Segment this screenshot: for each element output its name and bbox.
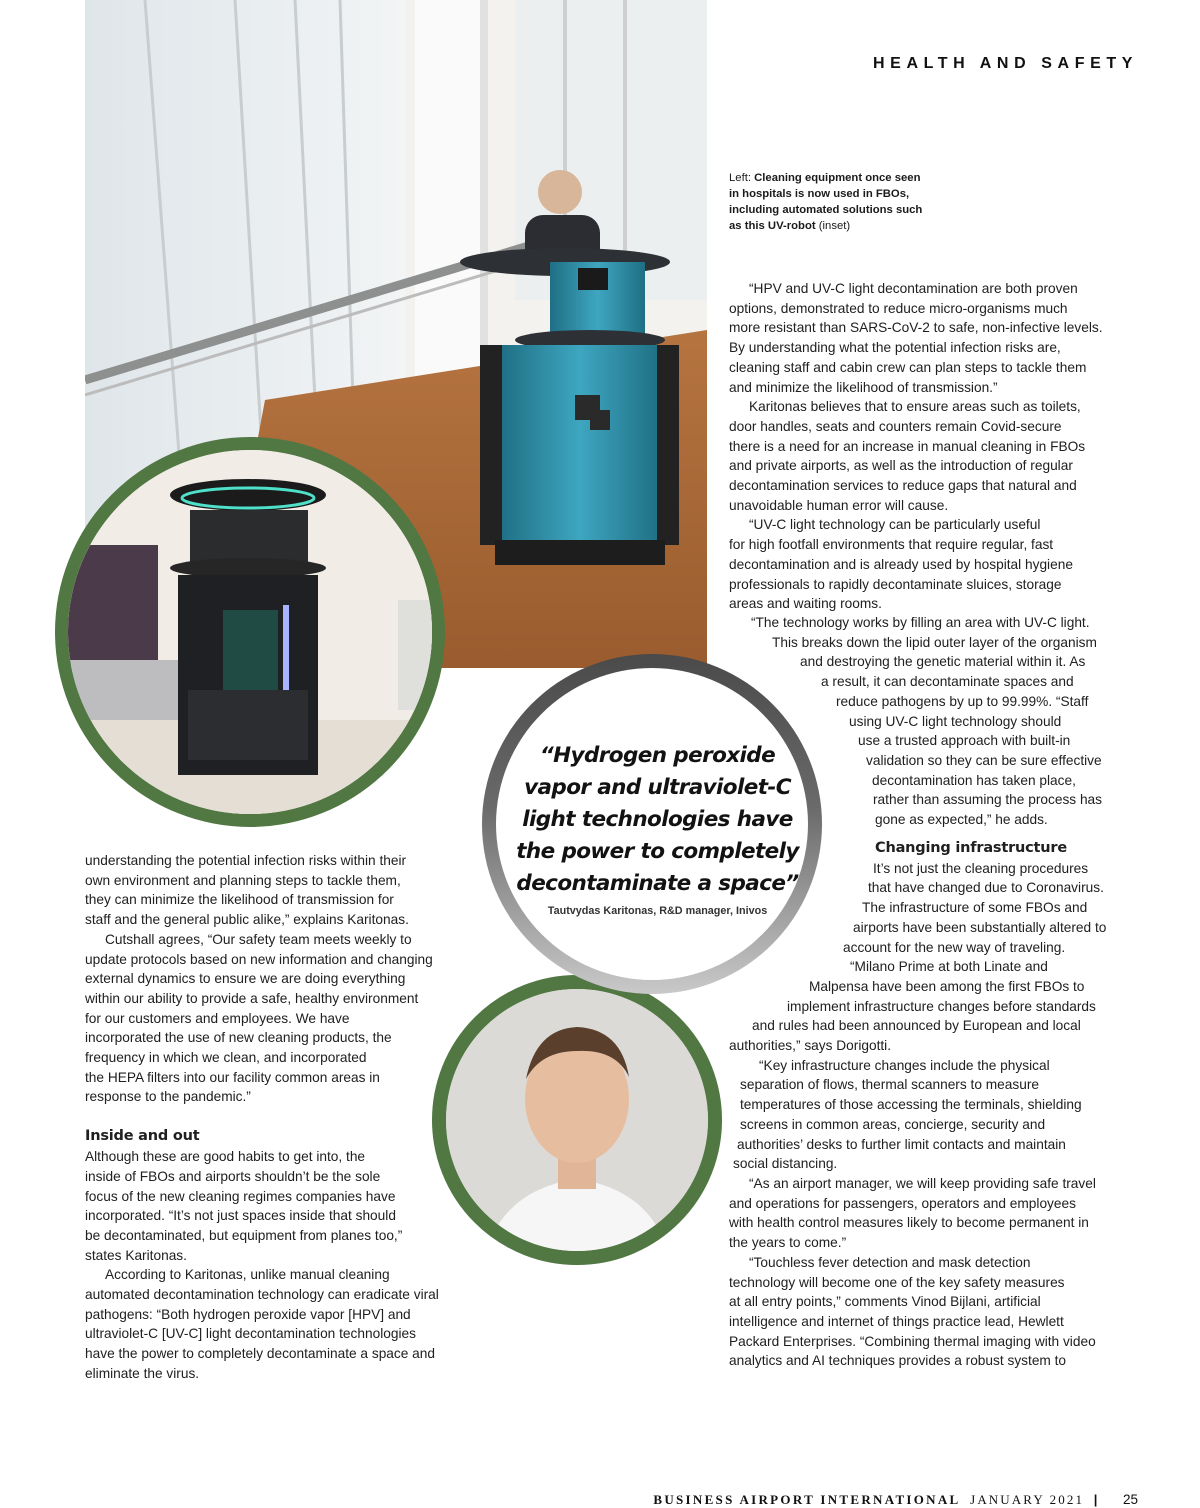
- text-line: Karitonas believes that to ensure areas such as toilets,: [749, 399, 1081, 415]
- text-line: incorporated the use of new cleaning products, the: [85, 1030, 392, 1046]
- text-line: separation of flows, thermal scanners to measure: [740, 1077, 1039, 1093]
- page-footer: [600, 1492, 1138, 1508]
- text-line: update protocols based on new information and changing: [85, 951, 433, 967]
- text-line: It’s not just the cleaning procedures: [873, 860, 1089, 876]
- caption-bold-line: including automated solutions such: [729, 204, 923, 216]
- paragraph: [85, 1265, 485, 1383]
- paragraph: [729, 397, 1144, 515]
- paragraph: [729, 1174, 1144, 1253]
- paragraph: [729, 1056, 1144, 1174]
- text-line: gone as expected,” he adds.: [875, 812, 1048, 828]
- text-line: “Key infrastructure changes include the physical: [759, 1057, 1050, 1073]
- text-line: professionals to rapidly decontaminate sluices, storage: [729, 576, 1062, 592]
- text-line: “As an airport manager, we will keep providing safe travel: [749, 1175, 1096, 1191]
- text-line: more resistant than SARS-CoV-2 to safe, non-infective levels.: [729, 320, 1103, 336]
- text-line: they can minimize the likelihood of transmission for: [85, 892, 394, 908]
- paragraph: [729, 859, 1144, 958]
- text-line: authorities,” says Dorigotti.: [729, 1038, 892, 1054]
- photo-caption: [729, 170, 949, 234]
- pull-quote-attribution: Tautvydas Karitonas, R&D manager, Inivos: [547, 905, 768, 917]
- paragraph: [85, 851, 485, 930]
- pull-quote-line: decontaminate a space”: [516, 871, 799, 896]
- text-line: account for the new way of traveling.: [843, 939, 1066, 955]
- text-line: own environment and planning steps to tackle them,: [85, 872, 401, 888]
- text-line: areas and waiting rooms.: [729, 596, 882, 612]
- text-line: airports have been substantially altered to: [853, 919, 1107, 935]
- page-number: 25: [1122, 1492, 1138, 1507]
- text-line: door handles, seats and counters remain Covid-secure: [729, 418, 1062, 434]
- text-line: reduce pathogens by up to 99.99%. “Staff: [836, 693, 1089, 709]
- paragraph: [85, 930, 485, 1107]
- text-line: using UV-C light technology should: [849, 713, 1062, 729]
- text-line: decontamination services to reduce gaps that natural and: [729, 478, 1077, 494]
- text-line: cleaning staff and cabin crew can plan steps to tackle them: [729, 359, 1087, 375]
- section-header: HEALTH AND SAFETY: [873, 55, 1138, 72]
- text-line: at all entry points,” comments Vinod Bijlani, artificial: [729, 1294, 1041, 1310]
- text-line: a result, it can decontaminate spaces and: [821, 674, 1074, 690]
- text-line: response to the pandemic.”: [85, 1089, 251, 1105]
- text-line: use a trusted approach with built-in: [858, 733, 1071, 749]
- text-line: states Karitonas.: [85, 1247, 187, 1263]
- text-line: “Touchless fever detection and mask detection: [749, 1254, 1031, 1270]
- caption-bold-line: as this UV-robot: [729, 220, 816, 232]
- text-line: rather than assuming the process has: [873, 792, 1103, 808]
- text-line: within our ability to provide a safe, healthy environment: [85, 990, 419, 1006]
- text-line: Although these are good habits to get into, the: [85, 1149, 366, 1165]
- caption-bold-line: Cleaning equipment once seen: [754, 172, 921, 184]
- text-line: Cutshall agrees, “Our safety team meets weekly to: [105, 931, 412, 947]
- subheading-changing-infrastructure: Changing infrastructure: [875, 839, 1067, 856]
- text-line: “The technology works by filling an area with UV-C light.: [751, 615, 1090, 630]
- uv-robot-illustration: [68, 450, 432, 814]
- text-line: technology will become one of the key safety measures: [729, 1274, 1065, 1290]
- text-line: The infrastructure of some FBOs and: [862, 900, 1088, 916]
- footer-issue: JANUARY 2021: [970, 1492, 1085, 1507]
- text-line: Malpensa have been among the first FBOs to: [809, 978, 1085, 994]
- paragraph: [729, 613, 1144, 830]
- text-line: for our customers and employees. We have: [85, 1010, 350, 1026]
- paragraph: [85, 1147, 485, 1265]
- text-line: and private airports, as well as the introduction of regular: [729, 458, 1073, 474]
- text-line: unavoidable human error will cause.: [729, 497, 949, 513]
- text-line: have the power to completely decontaminate a space and: [85, 1346, 436, 1362]
- text-line: for high footfall environments that require regular, fast: [729, 537, 1054, 553]
- text-line: the HEPA filters into our facility common areas in: [85, 1069, 380, 1085]
- paragraph: [729, 957, 1144, 1056]
- text-line: “Milano Prime at both Linate and: [850, 959, 1048, 975]
- text-line: “HPV and UV-C light decontamination are both proven: [749, 281, 1078, 296]
- subheading-inside-and-out: Inside and out: [85, 1128, 200, 1145]
- text-line: temperatures of those accessing the terminals, shielding: [740, 1097, 1082, 1113]
- text-line: staff and the general public alike,” explains Karitonas.: [85, 912, 409, 928]
- text-line: and minimize the likelihood of transmission.”: [729, 379, 998, 395]
- text-line: inside of FBOs and airports shouldn’t be the sole: [85, 1168, 381, 1184]
- text-line: and destroying the genetic material within it. As: [800, 654, 1086, 670]
- text-line: validation so they can be sure effective: [866, 752, 1102, 768]
- pull-quote-line: the power to completely: [516, 839, 799, 864]
- text-line: decontamination has taken place,: [872, 772, 1076, 788]
- text-line: be decontaminated, but equipment from planes too,”: [85, 1227, 403, 1243]
- text-line: decontamination and is already used by hospital hygiene: [729, 556, 1073, 572]
- text-line: incorporated. “It’s not just spaces inside that should: [85, 1208, 396, 1224]
- text-line: social distancing.: [733, 1156, 838, 1172]
- text-line: frequency in which we clean, and incorporated: [85, 1050, 367, 1066]
- paragraph: [729, 515, 1144, 614]
- text-line: “UV-C light technology can be particularly useful: [749, 517, 1041, 533]
- text-line: pathogens: “Both hydrogen peroxide vapor [HPV] and: [85, 1306, 411, 1322]
- text-line: external dynamics to ensure we are doing everything: [85, 971, 406, 987]
- text-line: ultraviolet-C [UV-C] light decontamination technologies: [85, 1326, 416, 1342]
- left-column: [85, 851, 485, 1384]
- text-line: analytics and AI techniques provides a robust system to: [729, 1353, 1067, 1369]
- caption-bold-line: in hospitals is now used in FBOs,: [729, 188, 910, 200]
- text-line: This breaks down the lipid outer layer of the organism: [772, 634, 1097, 650]
- text-line: and rules had been announced by European and local: [752, 1018, 1081, 1034]
- text-line: implement infrastructure changes before standards: [787, 998, 1096, 1014]
- paragraph: [729, 1253, 1144, 1371]
- text-line: authorities’ desks to further limit contacts and maintain: [737, 1136, 1066, 1152]
- pull-quote-line: light technologies have: [522, 807, 793, 832]
- caption-prefix: Left:: [729, 172, 755, 184]
- text-line: there is a need for an increase in manual cleaning in FBOs: [729, 438, 1086, 454]
- text-line: that have changed due to Coronavirus.: [868, 880, 1104, 896]
- text-line: focus of the new cleaning regimes companies have: [85, 1188, 396, 1204]
- right-column-curved: [729, 613, 1144, 1371]
- footer-publication: BUSINESS AIRPORT INTERNATIONAL: [653, 1492, 961, 1507]
- text-line: By understanding what the potential infection risks are,: [729, 340, 1061, 356]
- right-column-top: [729, 279, 1144, 614]
- text-line: automated decontamination technology can eradicate viral: [85, 1287, 439, 1303]
- text-line: and operations for passengers, operators and employees: [729, 1195, 1076, 1211]
- text-line: the years to come.”: [729, 1235, 847, 1251]
- portrait-illustration: [446, 989, 708, 1251]
- text-line: intelligence and internet of things practice lead, Hewlett: [729, 1313, 1064, 1329]
- caption-suffix: (inset): [815, 220, 851, 232]
- inset-photo-uv-robot: [55, 437, 445, 827]
- footer-separator: |: [1093, 1492, 1098, 1507]
- text-line: According to Karitonas, unlike manual cleaning: [105, 1267, 390, 1283]
- text-line: screens in common areas, concierge, security and: [740, 1116, 1046, 1132]
- paragraph: [729, 279, 1144, 397]
- pull-quote-line: vapor and ultraviolet-C: [524, 775, 791, 800]
- text-line: Packard Enterprises. “Combining thermal imaging with video: [729, 1333, 1096, 1349]
- text-line: options, demonstrated to reduce micro-organisms much: [729, 300, 1068, 316]
- text-line: eliminate the virus.: [85, 1365, 200, 1381]
- pull-quote-line: “Hydrogen peroxide: [539, 743, 776, 768]
- text-line: with health control measures likely to become permanent in: [729, 1215, 1089, 1231]
- text-line: understanding the potential infection risks within their: [85, 853, 407, 868]
